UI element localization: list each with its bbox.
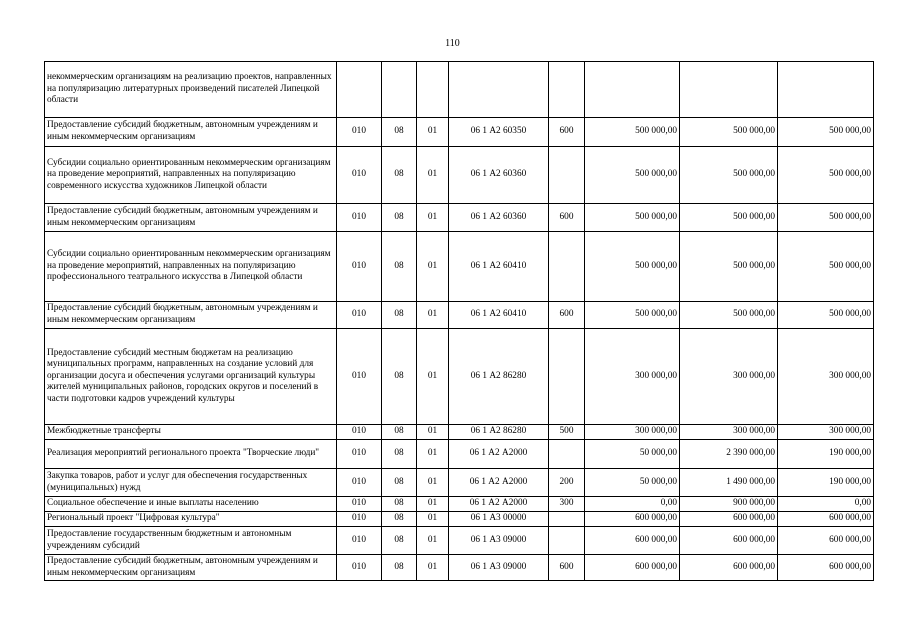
table-row <box>45 204 874 232</box>
table-row <box>45 302 874 329</box>
row-name: Межбюджетные трансферты <box>45 425 337 440</box>
row-section: 08 <box>382 204 417 232</box>
row-section: 08 <box>382 147 417 204</box>
row-section: 08 <box>382 555 417 581</box>
row-amount-3 <box>778 62 874 118</box>
table-row <box>45 329 874 425</box>
row-ved: 010 <box>337 147 382 204</box>
row-target-code: 06 1 А2 60360 <box>449 147 549 204</box>
row-amount-1: 600 000,00 <box>585 555 680 581</box>
row-target-code: 06 1 А2 60410 <box>449 232 549 302</box>
row-target-code: 06 1 А2 86280 <box>449 329 549 425</box>
row-expense-type: 500 <box>549 425 585 440</box>
row-name: Предоставление субсидий бюджетным, автономным учреждениям и иным некоммерческим организациям <box>45 555 337 581</box>
row-subsection: 01 <box>417 147 449 204</box>
row-subsection: 01 <box>417 425 449 440</box>
row-amount-3: 600 000,00 <box>778 555 874 581</box>
table-row <box>45 512 874 527</box>
row-amount-1: 50 000,00 <box>585 440 680 469</box>
row-ved: 010 <box>337 555 382 581</box>
row-amount-2: 300 000,00 <box>680 425 778 440</box>
row-ved: 010 <box>337 497 382 512</box>
row-amount-1: 600 000,00 <box>585 512 680 527</box>
table-row <box>45 232 874 302</box>
row-amount-3: 190 000,00 <box>778 469 874 497</box>
row-amount-3: 500 000,00 <box>778 118 874 147</box>
row-name: некоммерческим организациям на реализацию проектов, направленных на популяризацию литературных произведений писателей Липецкой области <box>45 62 337 118</box>
row-ved: 010 <box>337 232 382 302</box>
row-expense-type: 600 <box>549 555 585 581</box>
row-amount-3: 300 000,00 <box>778 425 874 440</box>
row-amount-1: 500 000,00 <box>585 232 680 302</box>
row-section: 08 <box>382 118 417 147</box>
row-amount-1: 500 000,00 <box>585 302 680 329</box>
row-subsection: 01 <box>417 512 449 527</box>
row-subsection: 01 <box>417 527 449 555</box>
row-subsection: 01 <box>417 497 449 512</box>
row-ved: 010 <box>337 469 382 497</box>
row-ved: 010 <box>337 512 382 527</box>
row-ved: 010 <box>337 425 382 440</box>
table-row <box>45 497 874 512</box>
row-ved: 010 <box>337 527 382 555</box>
row-amount-2: 500 000,00 <box>680 302 778 329</box>
row-name: Субсидии социально ориентированным некоммерческим организациям на проведение мероприятий, направленных на популяризацию современного искусства художников Липецкой области <box>45 147 337 204</box>
row-amount-2: 600 000,00 <box>680 555 778 581</box>
row-target-code: 06 1 А3 00000 <box>449 512 549 527</box>
row-amount-3: 500 000,00 <box>778 232 874 302</box>
row-amount-2: 1 490 000,00 <box>680 469 778 497</box>
row-amount-2: 600 000,00 <box>680 527 778 555</box>
page-number: 110 <box>445 38 460 49</box>
row-ved <box>337 62 382 118</box>
row-amount-3: 600 000,00 <box>778 512 874 527</box>
row-target-code: 06 1 А2 60410 <box>449 302 549 329</box>
row-subsection: 01 <box>417 329 449 425</box>
row-amount-2: 500 000,00 <box>680 118 778 147</box>
row-subsection: 01 <box>417 469 449 497</box>
row-name: Предоставление субсидий бюджетным, автономным учреждениям и иным некоммерческим организациям <box>45 118 337 147</box>
row-expense-type: 600 <box>549 118 585 147</box>
row-target-code: 06 1 А3 09000 <box>449 527 549 555</box>
row-name: Предоставление государственным бюджетным и автономным учреждениям субсидий <box>45 527 337 555</box>
row-subsection: 01 <box>417 555 449 581</box>
row-expense-type <box>549 440 585 469</box>
row-target-code: 06 1 А2 60360 <box>449 204 549 232</box>
row-expense-type <box>549 232 585 302</box>
row-section: 08 <box>382 469 417 497</box>
row-expense-type <box>549 147 585 204</box>
row-target-code: 06 1 А3 09000 <box>449 555 549 581</box>
row-section: 08 <box>382 527 417 555</box>
row-name: Предоставление субсидий бюджетным, автономным учреждениям и иным некоммерческим организациям <box>45 204 337 232</box>
table-row <box>45 118 874 147</box>
row-target-code: 06 1 А2 А2000 <box>449 497 549 512</box>
row-amount-1: 50 000,00 <box>585 469 680 497</box>
row-amount-3: 190 000,00 <box>778 440 874 469</box>
row-name: Региональный проект "Цифровая культура" <box>45 512 337 527</box>
row-ved: 010 <box>337 204 382 232</box>
table-row <box>45 62 874 118</box>
row-amount-1: 500 000,00 <box>585 204 680 232</box>
row-section: 08 <box>382 425 417 440</box>
row-section: 08 <box>382 232 417 302</box>
row-name: Субсидии социально ориентированным некоммерческим организациям на проведение мероприятий, направленных на популяризацию профессионального театрального искусства в Липецкой области <box>45 232 337 302</box>
row-amount-1: 0,00 <box>585 497 680 512</box>
row-amount-3: 500 000,00 <box>778 147 874 204</box>
row-expense-type <box>549 62 585 118</box>
row-subsection: 01 <box>417 440 449 469</box>
row-expense-type: 200 <box>549 469 585 497</box>
table-row <box>45 555 874 581</box>
row-amount-2: 2 390 000,00 <box>680 440 778 469</box>
row-amount-3: 600 000,00 <box>778 527 874 555</box>
row-target-code: 06 1 А2 А2000 <box>449 440 549 469</box>
row-amount-2: 600 000,00 <box>680 512 778 527</box>
row-subsection: 01 <box>417 118 449 147</box>
row-amount-1: 500 000,00 <box>585 147 680 204</box>
row-target-code: 06 1 А2 60350 <box>449 118 549 147</box>
table-row <box>45 440 874 469</box>
row-ved: 010 <box>337 440 382 469</box>
row-name: Предоставление субсидий местным бюджетам на реализацию муниципальных программ, направленных на создание условий для организации досуга и обеспечения услугами организаций культуры жителей муниципальных районов, городских округов и поселений в части подготовки кадров учреждений культуры <box>45 329 337 425</box>
row-subsection: 01 <box>417 302 449 329</box>
row-subsection: 01 <box>417 204 449 232</box>
budget-table <box>44 61 874 581</box>
row-amount-1: 300 000,00 <box>585 329 680 425</box>
row-name: Предоставление субсидий бюджетным, автономным учреждениям и иным некоммерческим организациям <box>45 302 337 329</box>
row-subsection <box>417 62 449 118</box>
row-section: 08 <box>382 440 417 469</box>
row-name: Социальное обеспечение и иные выплаты населению <box>45 497 337 512</box>
table-row <box>45 425 874 440</box>
row-section <box>382 62 417 118</box>
row-amount-3: 0,00 <box>778 497 874 512</box>
table-row <box>45 147 874 204</box>
row-amount-2: 500 000,00 <box>680 232 778 302</box>
row-subsection: 01 <box>417 232 449 302</box>
row-name: Закупка товаров, работ и услуг для обеспечения государственных (муниципальных) нужд <box>45 469 337 497</box>
row-target-code: 06 1 А2 86280 <box>449 425 549 440</box>
table-row <box>45 469 874 497</box>
row-ved: 010 <box>337 329 382 425</box>
row-amount-1: 600 000,00 <box>585 527 680 555</box>
row-section: 08 <box>382 302 417 329</box>
row-expense-type <box>549 527 585 555</box>
row-amount-2: 900 000,00 <box>680 497 778 512</box>
row-amount-1: 500 000,00 <box>585 118 680 147</box>
row-section: 08 <box>382 512 417 527</box>
row-amount-3: 500 000,00 <box>778 204 874 232</box>
row-amount-2: 500 000,00 <box>680 147 778 204</box>
row-amount-2: 300 000,00 <box>680 329 778 425</box>
row-section: 08 <box>382 497 417 512</box>
table-row <box>45 527 874 555</box>
row-amount-3: 500 000,00 <box>778 302 874 329</box>
row-section: 08 <box>382 329 417 425</box>
row-expense-type <box>549 512 585 527</box>
row-amount-1: 300 000,00 <box>585 425 680 440</box>
row-expense-type: 600 <box>549 204 585 232</box>
row-name: Реализация мероприятий регионального проекта "Творческие люди" <box>45 440 337 469</box>
row-expense-type: 300 <box>549 497 585 512</box>
row-amount-2: 500 000,00 <box>680 204 778 232</box>
row-ved: 010 <box>337 118 382 147</box>
row-expense-type: 600 <box>549 302 585 329</box>
row-amount-3: 300 000,00 <box>778 329 874 425</box>
row-target-code: 06 1 А2 А2000 <box>449 469 549 497</box>
row-ved: 010 <box>337 302 382 329</box>
row-amount-2 <box>680 62 778 118</box>
row-target-code <box>449 62 549 118</box>
row-expense-type <box>549 329 585 425</box>
row-amount-1 <box>585 62 680 118</box>
